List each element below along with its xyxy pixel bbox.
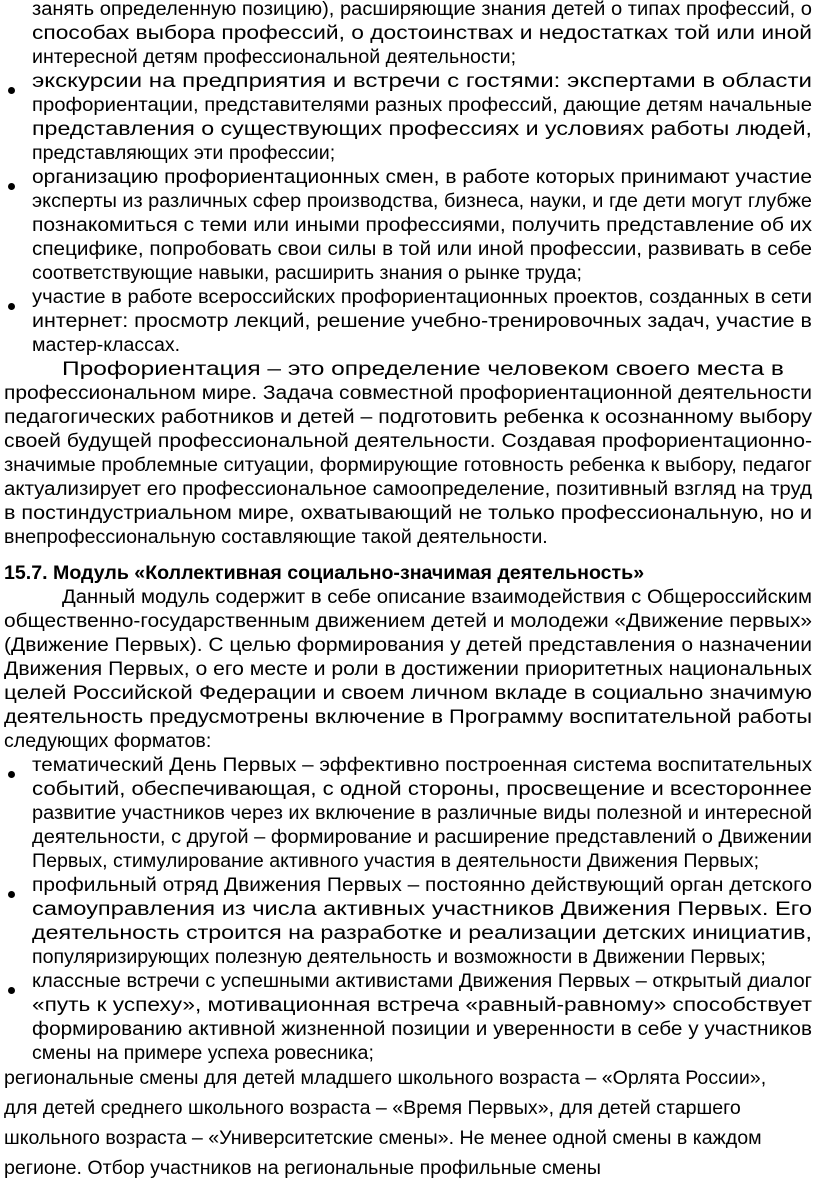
- text-line: формированию активной жизненной позиции и уверенности в себе у участников: [32, 1018, 812, 1040]
- text-line: организацию профориентационных смен, в работе которых принимают участие: [32, 166, 813, 188]
- text-line: интернет: просмотр лекций, решение учебно-тренировочных задач, участие в: [32, 310, 812, 332]
- text-line: интересной детям профессиональной деятельности;: [32, 46, 517, 68]
- text-line: профессиональном мире. Задача совместной профориентационной деятельности: [4, 382, 812, 404]
- text-line: (Движение Первых). С целью формирования у детей представления о назначении: [4, 634, 812, 656]
- text-line: тематический День Первых – эффективно построенная система воспитательных: [32, 754, 813, 776]
- text-line: регионе. Отбор участников на региональные профильные смены: [4, 1157, 602, 1179]
- bullet-icon: [8, 891, 15, 898]
- text-line: эксперты из различных сфер производства, бизнеса, науки, и где дети могут глубже: [32, 190, 812, 212]
- text-line: классные встречи с успешными активистами Движения Первых – открытый диалог: [32, 970, 812, 992]
- bullet-icon: [8, 987, 15, 994]
- text-line: самоуправления из числа активных участников Движения Первых. Его: [32, 898, 813, 920]
- text-line: своей будущей профессиональной деятельности. Создавая профориентационно-: [4, 430, 813, 452]
- bullet-icon: [8, 183, 15, 190]
- text-line: специфике, попробовать свои силы в той или иной профессии, развивать в себе: [32, 238, 812, 260]
- text-line: деятельности, с другой – формирование и расширение представлений о Движении: [32, 826, 812, 848]
- text-line: способах выбора профессий, о достоинствах и недостатках той или иной: [32, 22, 812, 44]
- text-line: внепрофессиональную составляющие такой деятельности.: [4, 526, 548, 548]
- text-line: представления о существующих профессиях и условиях работы людей,: [32, 118, 812, 140]
- bullet-icon: [8, 303, 15, 310]
- text-line: мастер-классах.: [32, 334, 181, 356]
- text-line: для детей среднего школьного возраста – «Время Первых», для детей старшего: [4, 1097, 741, 1119]
- text-line: экскурсии на предприятия и встречи с гостями: экспертами в области: [32, 70, 812, 92]
- text-line: целей Российской Федерации и своем личном вкладе в социально значимую: [4, 682, 812, 704]
- text-line: Профориентация – это определение человеком своего места в: [62, 358, 784, 380]
- text-line: профориентации, представителями разных профессий, дающие детям начальные: [32, 94, 812, 116]
- text-line: региональные смены для детей младшего школьного возраста – «Орлята России»,: [4, 1067, 767, 1089]
- text-line: Данный модуль содержит в себе описание взаимодействия с Общероссийским: [62, 586, 812, 608]
- text-line: популяризирующих полезную деятельность и возможности в Движении Первых;: [32, 946, 766, 968]
- text-line: общественно-государственным движением детей и молодежи «Движение первых»: [4, 610, 813, 632]
- text-line: представляющих эти профессии;: [32, 142, 336, 164]
- text-line: следующих форматов:: [4, 730, 212, 752]
- text-line: деятельность предусмотрены включение в Программу воспитательной работы: [4, 706, 813, 728]
- text-line: Движения Первых, о его месте и роли в достижении приоритетных национальных: [4, 658, 813, 680]
- text-line: в постиндустриальном мире, охватывающий не только профессиональную, но и: [4, 502, 813, 524]
- text-line: значимые проблемные ситуации, формирующие готовность ребенка к выбору, педагог: [4, 454, 812, 476]
- text-line: участие в работе всероссийских профориентационных проектов, созданных в сети: [32, 286, 813, 308]
- text-line: развитие участников через их включение в различные виды полезной и интересной: [32, 802, 813, 824]
- text-line: актуализирует его профессиональное самоопределение, позитивный взгляд на труд: [4, 478, 812, 500]
- text-line: познакомиться с теми или иными профессиями, получить представление об их: [32, 214, 813, 236]
- text-line: школьного возраста – «Университетские смены». Не менее одной смены в каждом: [4, 1127, 762, 1149]
- text-line: событий, обеспечивающая, с одной стороны, просвещение и всестороннее: [32, 778, 813, 800]
- text-line: «путь к успеху», мотивационная встреча «равный-равному» способствует: [32, 994, 813, 1016]
- text-line: профильный отряд Движения Первых – постоянно действующий орган детского: [32, 874, 812, 896]
- text-line: деятельность строится на разработке и реализации детских инициатив,: [32, 922, 812, 944]
- text-line: смены на примере успеха ровесника;: [32, 1042, 374, 1064]
- text-line: соответствующие навыки, расширить знания о рынке труда;: [32, 262, 582, 284]
- text-line: Первых, стимулирование активного участия в деятельности Движения Первых;: [32, 850, 760, 872]
- bullet-icon: [8, 87, 15, 94]
- section-heading: 15.7. Модуль «Коллективная социально-значимая деятельность»: [4, 562, 645, 584]
- text-line: занять определенную позицию), расширяющие знания детей о типах профессий, о: [32, 0, 812, 20]
- bullet-icon: [8, 771, 15, 778]
- text-line: педагогических работников и детей – подготовить ребенка к осознанному выбору: [4, 406, 812, 428]
